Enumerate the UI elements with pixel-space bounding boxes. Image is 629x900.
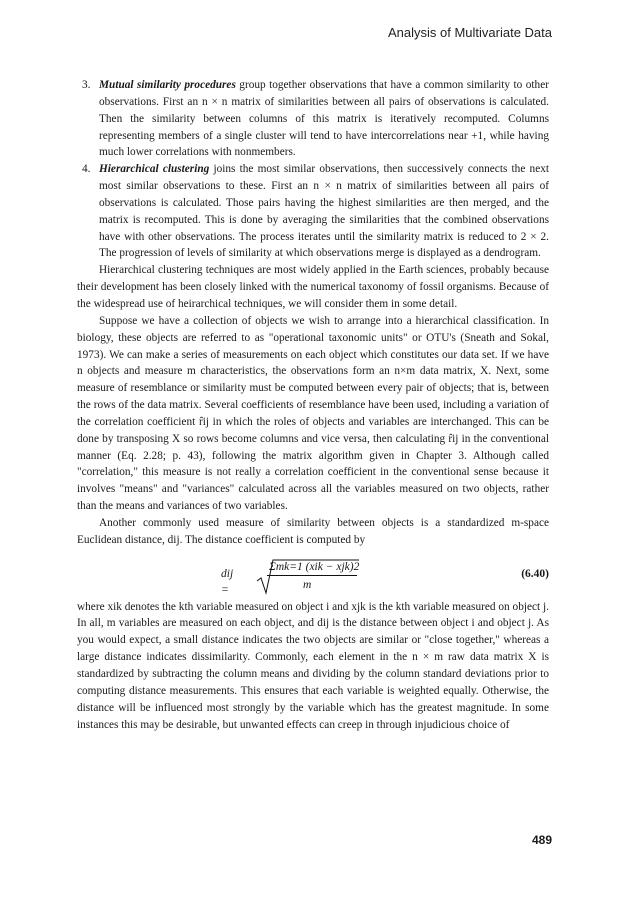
list-number: 4.: [82, 163, 91, 176]
term-mutual-similarity: Mutual similarity procedures: [99, 79, 236, 91]
list-item-text: group together observations that have a common similarity to other observations. First an n × n matrix of similarities between all pairs of observations is calculated. Then the similarity between columns of this matrix is iteratively recomputed. Columns representing members of a single cluster will tend to have intercorrelations near +1, while having much lower correlations with nonmembers.: [99, 79, 549, 159]
list-item-text: joins the most similar observations, then successively connects the next most similar observations to these. First an n × n matrix of similarities between all pairs of observations is calculated. Those pairs having the highest similarities are then merged, and the matrix is recomputed. This is done by averaging the similarities that the combined observations have with other observations. The process iterates until the similarity matrix is reduced to 2 × 2. The progression of levels of similarity at which observations merge is displayed as a dendrogram.: [99, 163, 549, 260]
list-item-3: [77, 77, 549, 161]
term-hierarchical-clustering: Hierarchical clustering: [99, 163, 210, 176]
running-head: Analysis of Multivariate Data: [387, 25, 552, 40]
fraction-bar: [267, 575, 357, 576]
paragraph-distance-explanation: where xik denotes the kth variable measured on object i and xjk is the kth variable measured on object j. In all, m variables are measured on each object, and dij is the distance between object i and object j. As you would expect, a small distance indicates the two objects are similar or "close together," whereas a large distance indicates dissimilarity. Commonly, each element in the n × m raw data matrix X is standardized by subtracting the column means and dividing by the column standard deviations prior to computing distance measurements. This ensures that each variable is weighted equally. Otherwise, the distance will be influenced most strongly by the variable which has the greatest magnitude. In some instances this may be desirable, but unwanted effects can creep in through injudicious choice of: [77, 600, 549, 731]
paragraph-euclidean-distance: Another commonly used measure of similarity between objects is a standardized m-space Euclidean distance, dij. The distance coefficient is computed by: [77, 516, 549, 546]
body-text: [77, 77, 549, 733]
list-number: 3.: [82, 79, 91, 91]
list-item-4: [77, 161, 549, 262]
paragraph-otu: Suppose we have a collection of objects we wish to arrange into a hierarchical classification. In biology, these objects are referred to as "operational taxonomic units" or OTU's (Sneath and Sokal, 1973). We can make a series of measurements on each object which constitutes our data set. If we have n objects and measure m characteristics, the observations form an n×m data matrix, X. Next, some measure of resemblance or similarity must be computed between every pair of objects; that is, between the rows of the data matrix. Several coefficients of resemblance have been used, including a variation of the correlation coefficient r̂ij in which the roles of objects and variables are interchanged. This can be done by transposing X so rows become columns and vice versa, then calculating r̂ij in the conventional manner (Eq. 2.28; p. 43), following the matrix algorithm given in Chapter 3. Although called "correlation," this measure is not really a correlation coefficient in the conventional sense because it involves "means" and "variances" calculated across all the variables measured on two objects, rather than the means and variances of two variables.: [77, 314, 549, 513]
page-number: 489: [531, 833, 552, 847]
equation-denominator: m: [303, 578, 312, 591]
paragraph-hierarchical-techniques: Hierarchical clustering techniques are most widely applied in the Earth sciences, probably because their development has been closely linked with the numerical taxonomy of fossil organisms. Because of the widespread use of heirarchical techniques, we will consider them in some detail.: [77, 264, 549, 310]
equation-number: (6.40): [521, 567, 549, 580]
equation-numerator: Σmk=1 (xik − xjk)2: [269, 560, 360, 573]
equation-lhs: dij =: [221, 567, 234, 597]
equation-6-40: [77, 549, 549, 599]
